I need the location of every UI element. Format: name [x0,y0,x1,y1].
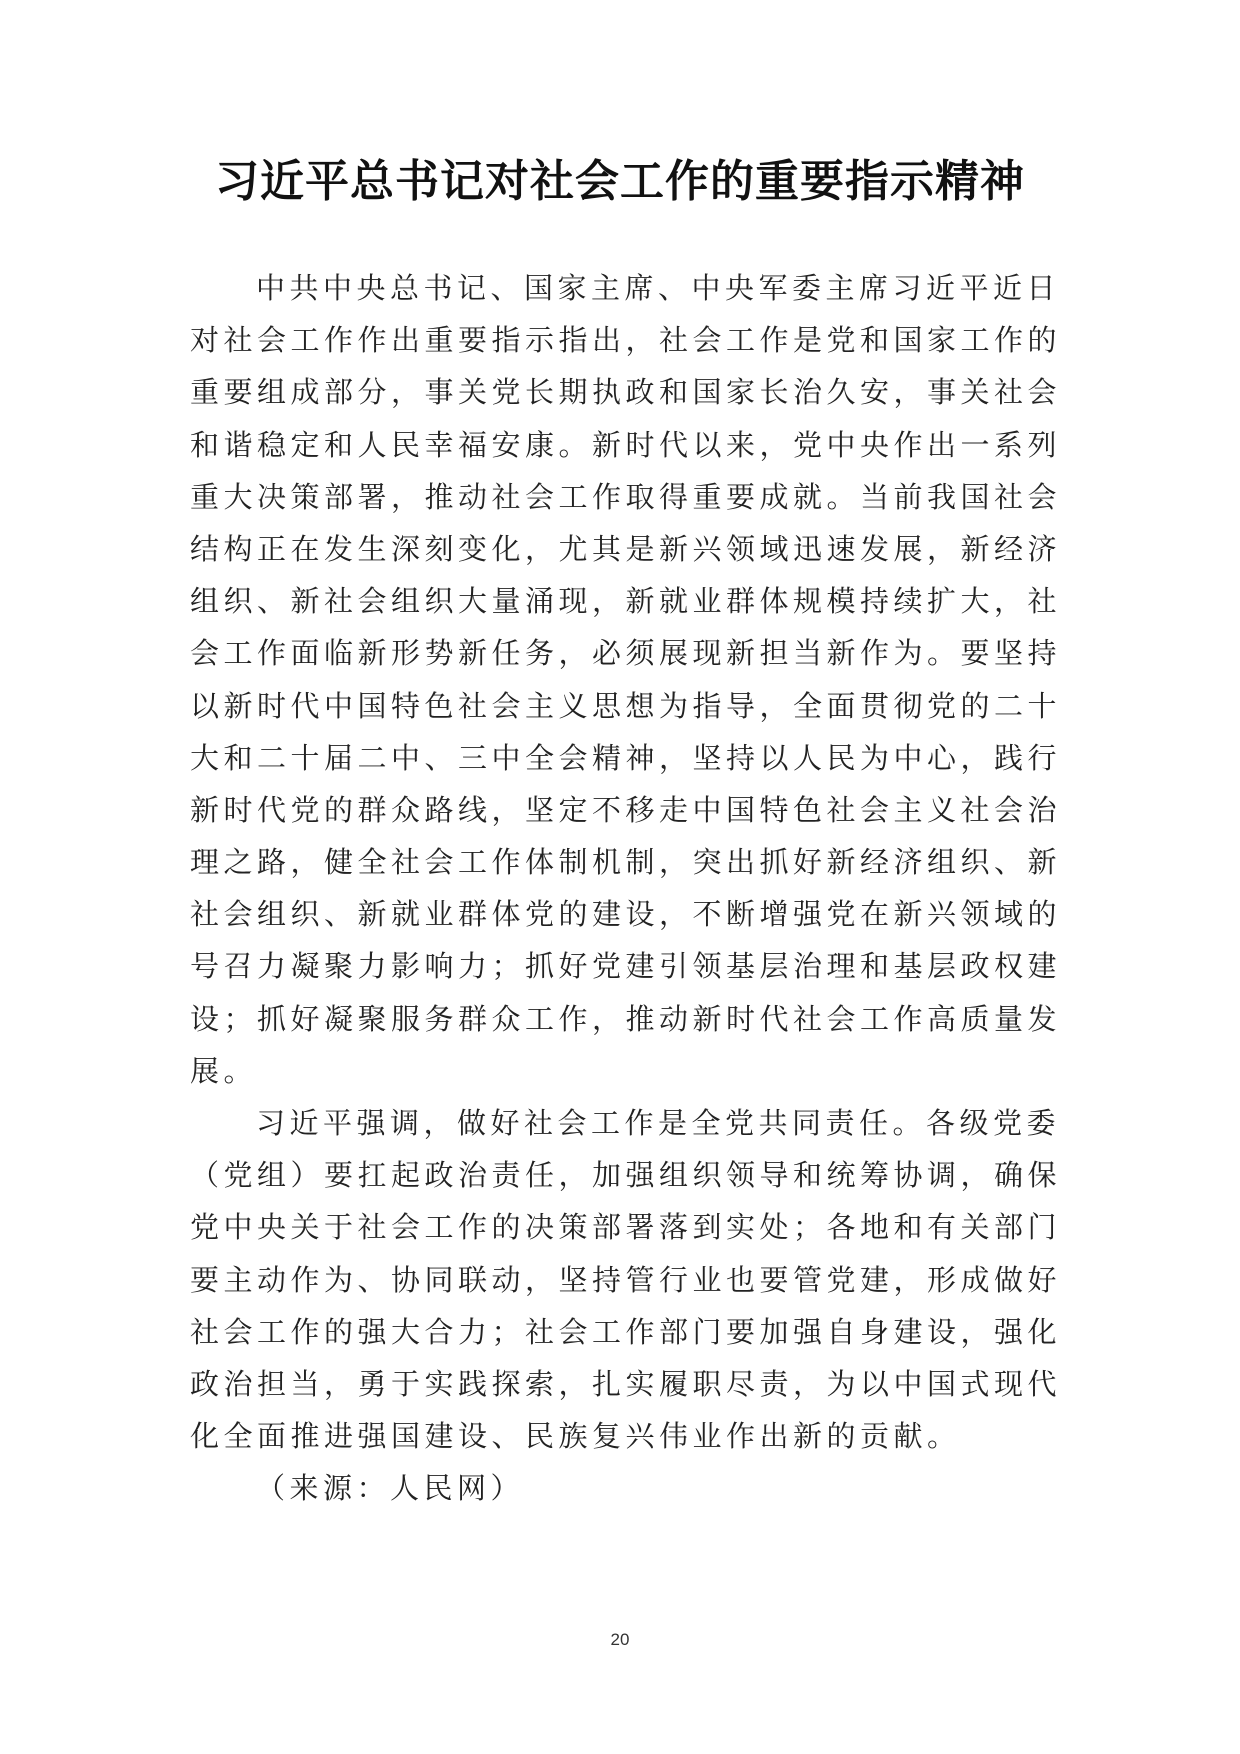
text-line: 组织、新社会组织大量涌现，新就业群体规模持续扩大，社 [190,584,1062,619]
document-body [190,262,1062,1515]
text-line: 和谐稳定和人民幸福安康。新时代以来，党中央作出一系列 [190,427,1062,462]
paragraph-2 [190,1097,1062,1462]
paragraph-1 [190,262,1062,1097]
text-line: 要主动作为、协同联动，坚持管行业也要管党建，形成做好 [190,1262,1062,1297]
text-line: 新时代党的群众路线，坚定不移走中国特色社会主义社会治 [190,792,1062,827]
text-line: 中共中央总书记、国家主席、中央军委主席习近平近日 [256,271,1061,305]
document-title: 习近平总书记对社会工作的重要指示精神 [215,156,1025,207]
text-line: 设；抓好凝聚服务群众工作，推动新时代社会工作高质量发 [190,1001,1062,1036]
text-line: 社会组织、新就业群体党的建设，不断增强党在新兴领域的 [190,897,1062,932]
text-line: 会工作面临新形势新任务，必须展现新担当新作为。要坚持 [190,636,1062,671]
text-line: 展。 [190,1053,258,1088]
text-line: 大和二十届二中、三中全会精神，坚持以人民为中心，践行 [190,740,1062,775]
text-line: 重要组成部分，事关党长期执政和国家长治久安，事关社会 [190,375,1062,410]
text-line: 结构正在发生深刻变化，尤其是新兴领域迅速发展，新经济 [190,531,1062,566]
text-line: 政治担当，勇于实践探索，扎实履职尽责，为以中国式现代 [190,1366,1062,1401]
text-line: 号召力凝聚力影响力；抓好党建引领基层治理和基层政权建 [190,949,1062,984]
text-line: 化全面推进强国建设、民族复兴伟业作出新的贡献。 [190,1419,961,1454]
page-number: 20 [610,1630,630,1649]
text-line: 社会工作的强大合力；社会工作部门要加强自身建设，强化 [190,1314,1062,1349]
text-line: 习近平强调，做好社会工作是全党共同责任。各级党委 [256,1106,1061,1140]
text-line: 重大决策部署，推动社会工作取得重要成就。当前我国社会 [190,479,1062,514]
text-line: （党组）要扛起政治责任，加强组织领导和统筹协调，确保 [190,1158,1062,1193]
text-line: 理之路，健全社会工作体制机制，突出抓好新经济组织、新 [190,845,1062,880]
source-attribution: （来源：人民网） [256,1471,525,1506]
text-line: 对社会工作作出重要指示指出，社会工作是党和国家工作的 [190,323,1062,358]
text-line: 以新时代中国特色社会主义思想为指导，全面贯彻党的二十 [190,688,1062,723]
text-line: 党中央关于社会工作的决策部署落到实处；各地和有关部门 [190,1210,1062,1245]
